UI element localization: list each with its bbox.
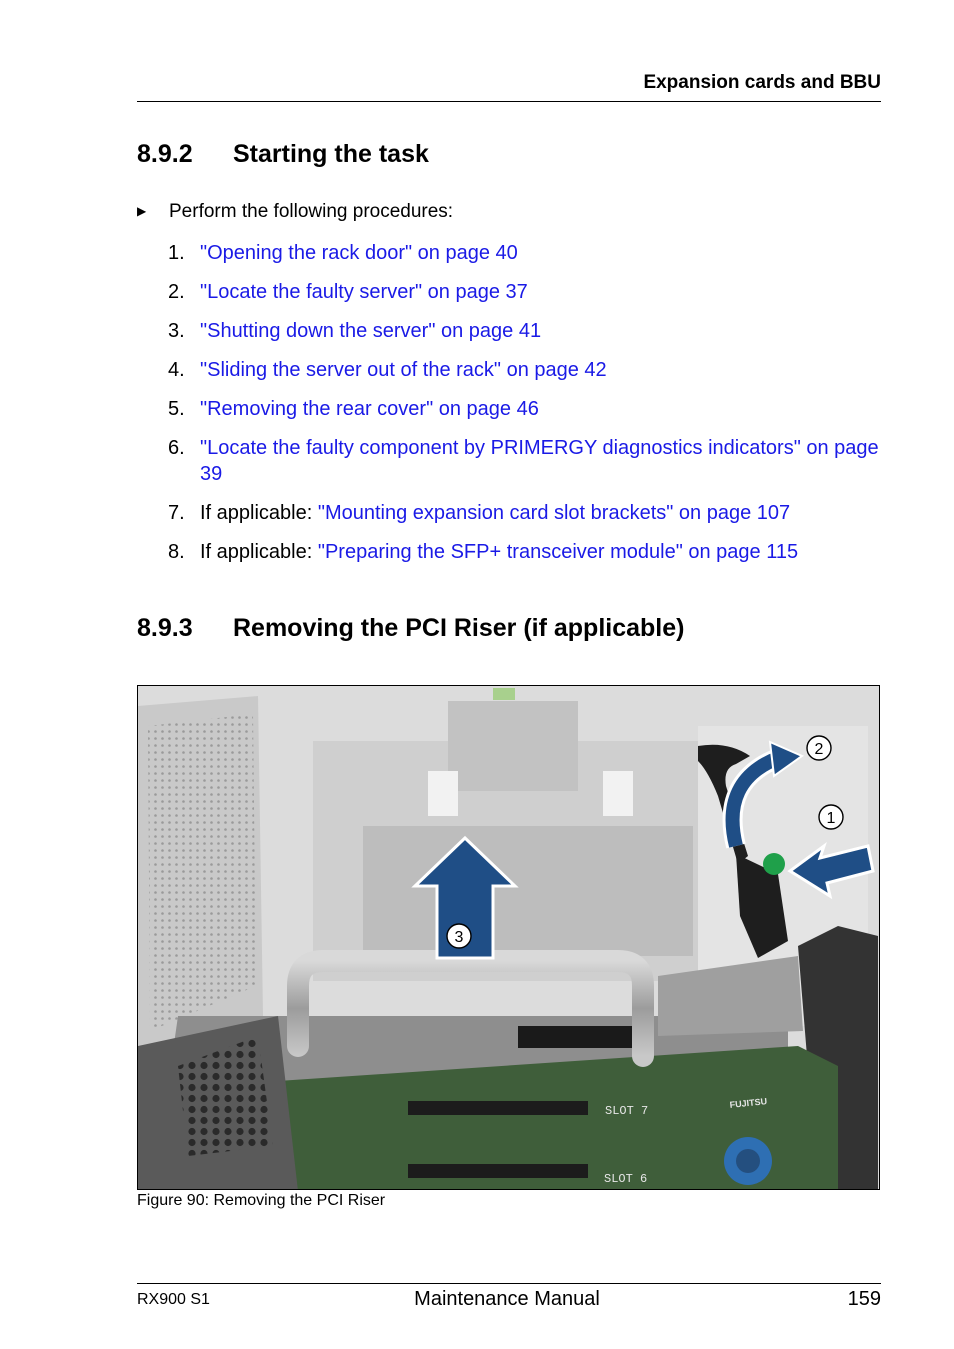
procedure-step [168, 318, 888, 344]
callout-2 [807, 736, 831, 760]
procedure-step [168, 240, 888, 266]
section-number: 8.9.2 [137, 140, 193, 168]
running-header: Expansion cards and BBU [643, 72, 881, 93]
section-heading-starting-task [137, 140, 429, 169]
procedure-step [168, 500, 888, 526]
section-heading-removing-pci-riser [137, 614, 684, 643]
footer-manual-title: Maintenance Manual [414, 1288, 600, 1310]
step-number: 4. [168, 359, 185, 381]
step-prefix: If applicable: [200, 502, 318, 524]
intro-line [137, 201, 453, 223]
step-prefix: If applicable: [200, 541, 318, 563]
figure-caption: Figure 90: Removing the PCI Riser [137, 1192, 386, 1209]
procedure-step [168, 396, 888, 422]
step-number: 7. [168, 502, 185, 524]
procedure-step [168, 539, 888, 565]
section-title: Starting the task [233, 140, 429, 168]
perforated-panel [148, 714, 256, 1031]
pci-riser-photo [137, 685, 880, 1190]
step-number: 3. [168, 320, 185, 342]
step-number: 5. [168, 398, 185, 420]
procedure-step [168, 279, 888, 305]
header-rule [137, 101, 881, 102]
bullet-triangle-icon: ▶ [137, 204, 147, 218]
svg-text:3: 3 [454, 929, 464, 946]
step-link[interactable]: "Sliding the server out of the rack" on page 42 [200, 359, 607, 381]
step-link[interactable]: "Locate the faulty component by PRIMERGY diagnostics indicators" on page 39 [200, 437, 879, 485]
procedure-step [168, 357, 888, 383]
step-link[interactable]: "Shutting down the server" on page 41 [200, 320, 542, 342]
step-link[interactable]: "Locate the faulty server" on page 37 [200, 281, 528, 303]
page-number: 159 [847, 1288, 881, 1310]
step-number: 6. [168, 437, 185, 459]
step-link[interactable]: "Preparing the SFP+ transceiver module" on page 115 [317, 541, 799, 563]
section-title: Removing the PCI Riser (if applicable) [233, 614, 685, 642]
callout-1 [819, 805, 843, 829]
footer-rule [137, 1283, 881, 1284]
procedure-list [168, 240, 888, 578]
pci-riser-illustration [138, 686, 880, 1190]
step-link[interactable]: "Removing the rear cover" on page 46 [200, 398, 539, 420]
pci-slot-7 [408, 1101, 588, 1115]
intro-text: Perform the following procedures: [169, 201, 454, 222]
slot7-label: SLOT 7 [605, 1104, 649, 1118]
svg-text:1: 1 [826, 810, 836, 827]
section-number: 8.9.3 [137, 614, 193, 642]
slot6-label: SLOT 6 [604, 1172, 648, 1186]
footer-product: RX900 S1 [137, 1291, 210, 1308]
step-number: 1. [168, 242, 185, 264]
procedure-step [168, 435, 888, 487]
green-touch-point [763, 853, 785, 875]
step-link[interactable]: "Mounting expansion card slot brackets" on page 107 [317, 502, 791, 524]
step-link[interactable]: "Opening the rack door" on page 40 [200, 242, 518, 264]
brand-label: FUJITSU [729, 1096, 768, 1110]
callout-3 [447, 924, 471, 948]
svg-text:2: 2 [814, 741, 824, 758]
step-number: 8. [168, 541, 185, 563]
step-number: 2. [168, 281, 185, 303]
pci-slot-6 [408, 1164, 588, 1178]
riser-connector [518, 1026, 648, 1048]
